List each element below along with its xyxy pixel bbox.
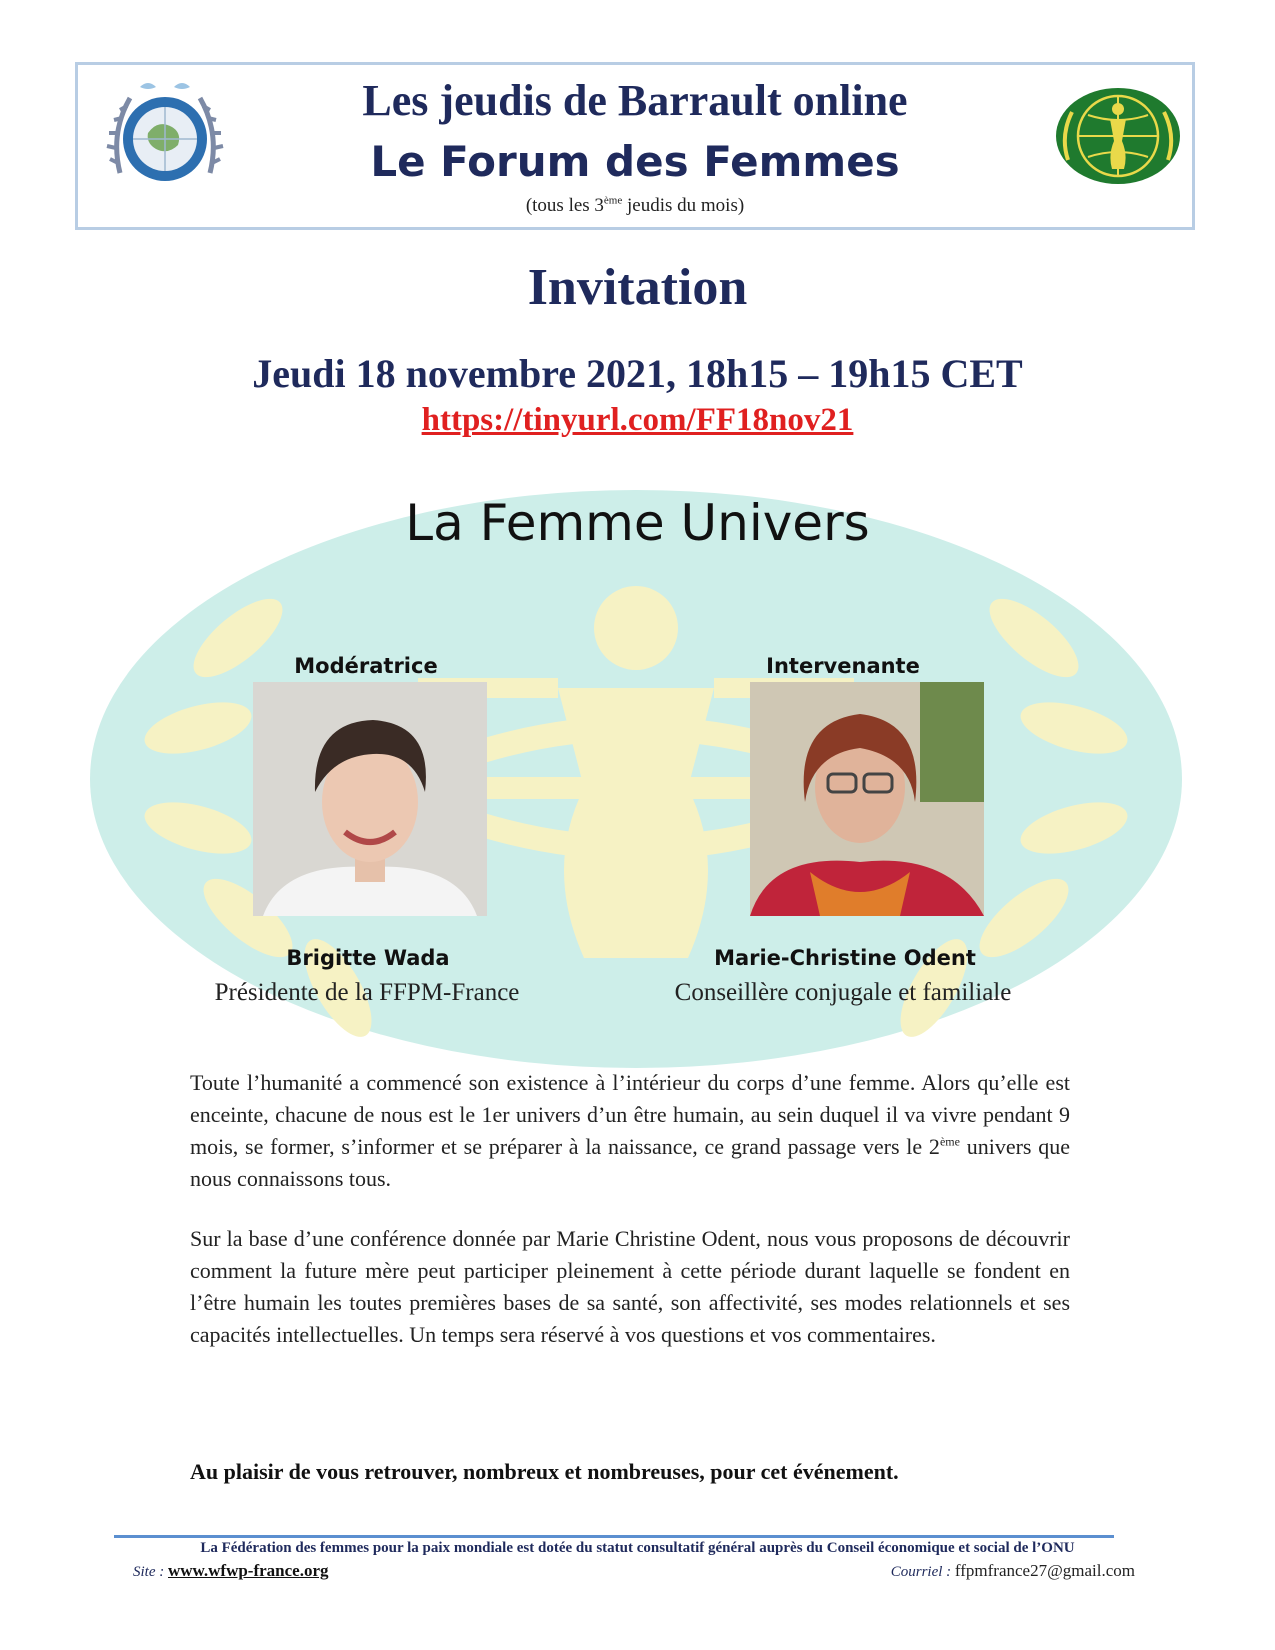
footer-mail: Courriel : ffpmfrance27@gmail.com [890,1561,1135,1580]
paragraph-details: Sur la base d’une conférence donnée par Marie Christine Odent, nous vous proposons de découvrir comment la future mère peut participer pleinement à cette période durant laquelle se fondent en l’être humain les toutes premières bases de sa santé, son affectivité, ses modes relationnels et ses capacités intellectuelles. Un temps sera réservé à vos questions et vos commentaires. [190,1226,1070,1347]
footer-divider [114,1535,1114,1538]
speaker-role: Intervenante [766,654,920,678]
header-box [75,62,1195,230]
footer-site: Site : www.wfwp-france.org [133,1561,329,1580]
website-link[interactable]: www.wfwp-france.org [168,1561,329,1580]
moderator-title: Présidente de la FFPM-France [214,979,520,1006]
speaker-title: Conseillère conjugale et familiale [674,979,1012,1006]
wfwp-emblem-logo [1053,85,1183,187]
footer-status: La Fédération des femmes pour la paix mondiale est dotée du statut consultatif général auprès du Conseil économique et social de l’ONU [200,1540,1075,1556]
speaker-photo [750,682,984,916]
event-link[interactable]: https://tinyurl.com/FF18nov21 [421,402,854,438]
forum-title: Le Forum des Femmes [370,137,900,186]
moderator-photo [253,682,487,916]
email-link[interactable]: ffpmfrance27@gmail.com [954,1561,1135,1580]
series-title: Les jeudis de Barrault online [362,76,908,125]
paragraph-intro: Toute l’humanité a commencé son existence à l’intérieur du corps d’une femme. Alors qu’elle est enceinte, chacune de nous est le 1er univers d’un être humain, au sein duquel il va vivre pendant 9 mois, se former, s’informer et se préparer à la naissance, ce grand passage vers le 2ème univers que nous connaissons tous. [190,1070,1071,1191]
closing-line: Au plaisir de vous retrouver, nombreux et nombreuses, pour cet événement. [190,1459,899,1484]
speaker-name: Marie-Christine Odent [714,946,976,970]
moderator-role: Modératrice [294,654,438,678]
event-date: Jeudi 18 novembre 2021, 18h15 – 19h15 CET [252,351,1023,396]
invitation-heading: Invitation [527,259,748,316]
moderator-name: Brigitte Wada [286,946,450,970]
frequency-note: (tous les 3ème jeudis du mois) [525,194,745,216]
topic-title: La Femme Univers [405,494,870,552]
